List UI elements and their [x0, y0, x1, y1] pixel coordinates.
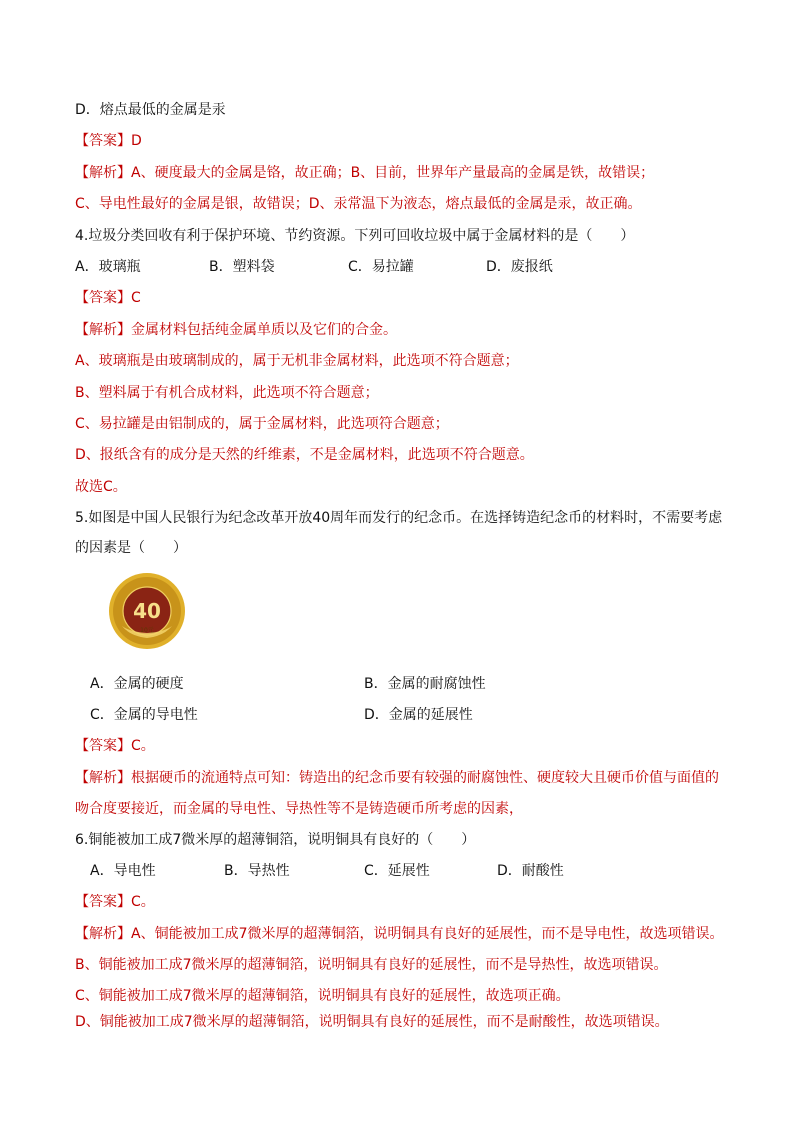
q4-option-d: D．废报纸 — [486, 259, 553, 275]
q6-explanation-c: C、铜能被加工成7微米厚的超薄铜箔，说明铜具有良好的延展性，故选项正确。 — [75, 988, 570, 1004]
q3-explanation-1 — [75, 163, 654, 183]
q5-explanation-1 — [75, 768, 719, 788]
q5-stem-1: 5.如图是中国人民银行为纪念改革开放40周年而发行的纪念币。在选择铸造纪念币的材料时，不需要考虑 — [75, 510, 723, 526]
q6-option-c: C．延展性 — [364, 863, 430, 879]
explanation-tag: 【解析】 — [75, 165, 131, 181]
q6-explanation-b: B、铜能被加工成7微米厚的超薄铜箔，说明铜具有良好的延展性，而不是导热性，故选项错误。 — [75, 957, 668, 973]
q3-explanation-2: C、导电性最好的金属是银，故错误；D、汞常温下为液态，熔点最低的金属是汞，故正确。 — [75, 196, 642, 212]
answer-tag: 【答案】 — [75, 290, 131, 306]
q5-explanation-2: 吻合度要接近，而金属的导电性、导热性等不是铸造硬币所考虑的因素， — [75, 801, 523, 817]
q5-option-a: A．金属的硬度 — [90, 676, 184, 692]
answer-value: C。 — [131, 738, 155, 754]
q4-answer — [75, 288, 141, 308]
q5-option-d: D．金属的延展性 — [364, 707, 473, 723]
q3-answer — [75, 131, 142, 151]
q5-option-b: B．金属的耐腐蚀性 — [364, 676, 486, 692]
q4-explanation-b: B、塑料属于有机合成材料，此选项不符合题意； — [75, 385, 379, 401]
q6-option-b: B．导热性 — [224, 863, 290, 879]
answer-value: D — [131, 133, 142, 149]
q4-option-c: C．易拉罐 — [348, 259, 414, 275]
q4-stem: 4.垃圾分类回收有利于保护环境、节约资源。下列可回收垃圾中属于金属材料的是（ ） — [75, 228, 635, 244]
q4-option-b: B．塑料袋 — [209, 259, 275, 275]
coin-value: 10元 — [140, 627, 154, 634]
q4-explanation-c: C、易拉罐是由铝制成的，属于金属材料，此选项符合题意； — [75, 416, 449, 432]
q6-stem: 6.铜能被加工成7微米厚的超薄铜箔，说明铜具有良好的（ ） — [75, 832, 476, 848]
answer-tag: 【答案】 — [75, 894, 131, 910]
q4-explanation-0 — [75, 320, 397, 340]
explanation-tag: 【解析】 — [75, 770, 131, 786]
q4-conclusion: 故选C。 — [75, 479, 127, 495]
explanation-tag: 【解析】 — [75, 322, 131, 338]
q6-explanation-a — [75, 924, 723, 944]
explanation-text: 根据硬币的流通特点可知：铸造出的纪念币要有较强的耐腐蚀性、硬度较大且硬币价值与面值的 — [131, 770, 719, 786]
prev-option-d: D．熔点最低的金属是汞 — [75, 102, 226, 118]
answer-tag: 【答案】 — [75, 133, 131, 149]
answer-value: C。 — [131, 894, 155, 910]
answer-tag: 【答案】 — [75, 738, 131, 754]
explanation-text: A、硬度最大的金属是铬，故正确；B、目前，世界年产量最高的金属是铁，故错误； — [131, 165, 655, 181]
q4-option-a: A．玻璃瓶 — [75, 259, 141, 275]
explanation-tag: 【解析】 — [75, 926, 131, 942]
explanation-text: A、铜能被加工成7微米厚的超薄铜箔，说明铜具有良好的延展性，而不是导电性，故选项错误。 — [131, 926, 724, 942]
answer-value: C — [131, 290, 141, 306]
q6-option-a: A．导电性 — [90, 863, 156, 879]
q6-option-d: D．耐酸性 — [497, 863, 564, 879]
commemorative-coin-image — [108, 572, 186, 650]
q5-stem-2: 的因素是（ ） — [75, 540, 187, 556]
coin-number: 40 — [133, 599, 161, 623]
q4-explanation-d: D、报纸含有的成分是天然的纤维素，不是金属材料，此选项不符合题意。 — [75, 447, 534, 463]
q6-answer — [75, 892, 155, 912]
q5-option-c: C．金属的导电性 — [90, 707, 198, 723]
q4-explanation-a: A、玻璃瓶是由玻璃制成的，属于无机非金属材料，此选项不符合题意； — [75, 353, 519, 369]
q5-answer — [75, 736, 155, 756]
explanation-text: 金属材料包括纯金属单质以及它们的合金。 — [131, 322, 397, 338]
q6-explanation-d: D、铜能被加工成7微米厚的超薄铜箔，说明铜具有良好的延展性，而不是耐酸性，故选项错误。 — [75, 1014, 669, 1030]
